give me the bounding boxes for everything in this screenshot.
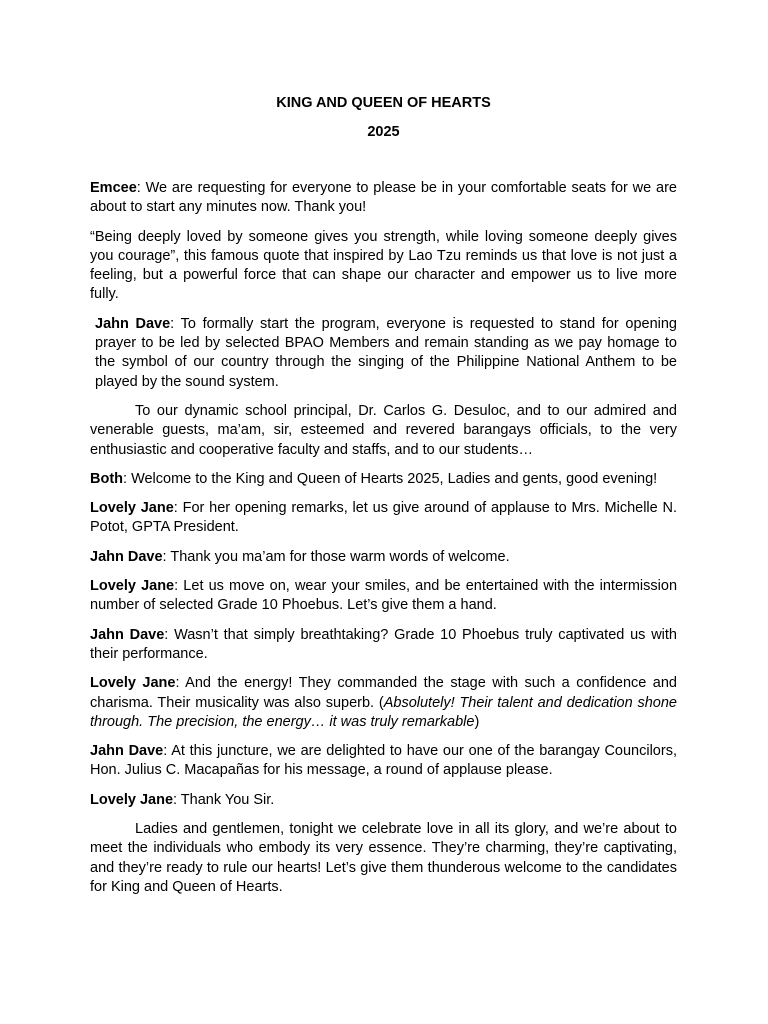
- script-paragraph: [90, 820, 677, 897]
- dialogue-text: : We are requesting for everyone to please be in your comfortable seats for we are about to start any minutes now. Thank you!: [90, 180, 677, 216]
- speaker-name: Lovely Jane: [90, 791, 174, 808]
- dialogue-text: : For her opening remarks, let us give around of applause to Mrs. Michelle N. Potot, GPTA President.: [90, 500, 678, 536]
- dialogue-text: : And the energy! They commanded the stage with such a confidence and charisma. Their musicality was also superb. (: [90, 675, 677, 711]
- italic-aside: Absolutely! Their talent and dedication shone through. The precision, the energy… it was truly remarkable: [90, 694, 677, 730]
- script-paragraph: [90, 791, 677, 810]
- dialogue-text: : Thank You Sir.: [173, 791, 275, 808]
- script-paragraph: [90, 577, 677, 616]
- dialogue-text: To our dynamic school principal, Dr. Carlos G. Desuloc, and to our admired and venerable guests, ma’am, sir, esteemed and revered barangays officials, to the very enthusiastic and cooperative faculty and staffs, and to our students…: [90, 402, 677, 458]
- dialogue-text: : Wasn’t that simply breathtaking? Grade 10 Phoebus truly captivated us with their performance.: [90, 626, 677, 662]
- script-paragraph: [90, 179, 677, 218]
- speaker-name: Lovely Jane: [90, 578, 175, 595]
- document-page: [90, 94, 677, 907]
- speaker-name: Jahn Dave: [90, 743, 164, 760]
- speaker-name: Both: [90, 470, 124, 487]
- script-paragraph: [90, 315, 677, 392]
- dialogue-text: : Let us move on, wear your smiles, and be entertained with the intermission number of selected Grade 10 Phoebus. Let’s give them a hand.: [90, 578, 678, 614]
- script-paragraph: [90, 548, 677, 567]
- script-paragraph: [90, 674, 677, 732]
- speaker-name: Lovely Jane: [90, 500, 174, 517]
- dialogue-text: : Thank you ma’am for those warm words of welcome.: [162, 548, 510, 565]
- script-paragraph: [90, 470, 677, 489]
- speaker-name: Emcee: [90, 180, 137, 196]
- document-year: 2025: [367, 124, 400, 140]
- dialogue-text: : To formally start the program, everyone is requested to stand for opening prayer to be led by selected BPAO Members and remain standing as we pay homage to the symbol of our country through the singing of the Philippine National Anthem to be played by the sound system.: [95, 315, 677, 390]
- dialogue-text: “Being deeply loved by someone gives you strength, while loving someone deeply gives you courage”, this famous quote that inspired by Lao Tzu reminds us that love is not just a feeling, but a powerful force that can shape our character and empower us to live more fully.: [90, 228, 677, 303]
- dialogue-text: : At this juncture, we are delighted to have our one of the barangay Councilors, Hon. Julius C. Macapañas for his message, a round of applause please.: [90, 743, 677, 779]
- script-paragraph: [90, 742, 677, 781]
- script-paragraph: [90, 499, 677, 538]
- speaker-name: Jahn Dave: [95, 315, 171, 332]
- document-title: KING AND QUEEN OF HEARTS: [276, 95, 491, 111]
- dialogue-text: : Welcome to the King and Queen of Hearts 2025, Ladies and gents, good evening!: [123, 470, 658, 487]
- speaker-name: Jahn Dave: [90, 626, 165, 643]
- dialogue-text-tail: ): [474, 713, 480, 730]
- script-paragraph: [90, 402, 677, 460]
- dialogue-text: Ladies and gentlemen, tonight we celebrate love in all its glory, and we’re about to meet the individuals who embody its very essence. They’re charming, they’re captivating, and they’re ready to rule our hearts! Let’s give them thunderous welcome to the candidates for King and Queen of Hearts.: [90, 821, 677, 895]
- speaker-name: Jahn Dave: [90, 548, 163, 565]
- script-paragraph: [90, 228, 677, 305]
- speaker-name: Lovely Jane: [90, 675, 176, 692]
- script-paragraph: [90, 626, 677, 665]
